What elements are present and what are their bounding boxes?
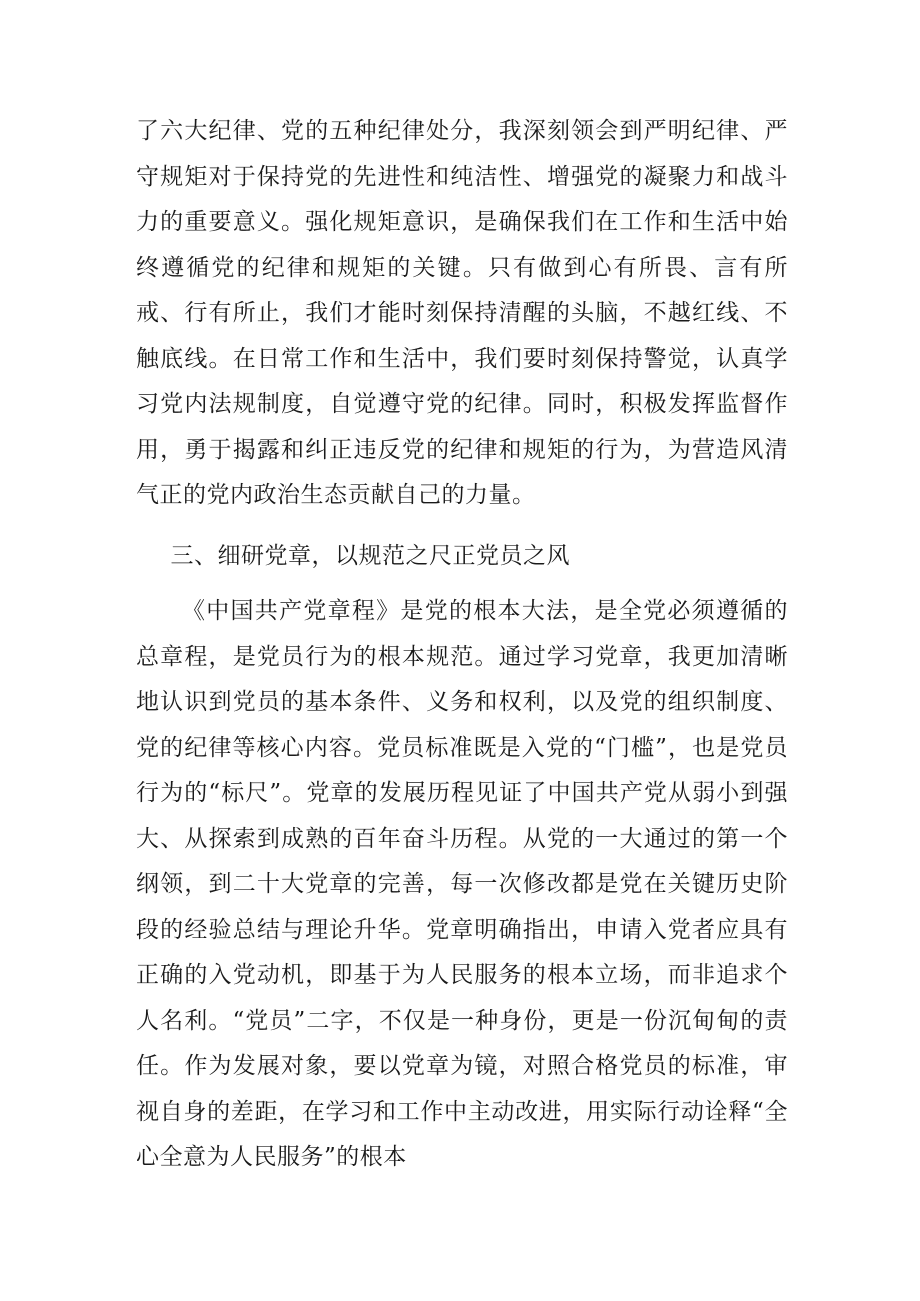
document-body bbox=[136, 109, 788, 1181]
body-paragraph-party-constitution: 《中国共产党章程》是党的根本大法，是全党必须遵循的总章程，是党员行为的根本规范。通过学习党章，我更加清晰地认识到党员的基本条件、义务和权利，以及党的组织制度、党的纪律等核心内容。党员标准既是入党的“门槛”，也是党员行为的“标尺”。党章的发展历程见证了中国共产党从弱小到强大、从探索到成熟的百年奋斗历程。从党的一大通过的第一个纲领，到二十大党章的完善，每一次修改都是党在关键历史阶段的经验总结与理论升华。党章明确指出，申请入党者应具有正确的入党动机，即基于为人民服务的根本立场，而非追求个人名利。“党员”二字，不仅是一种身份，更是一份沉甸甸的责任。作为发展对象，要以党章为镜，对照合格党员的标准，审视自身的差距，在学习和工作中主动改进，用实际行动诠释“全心全意为人民服务”的根本 bbox=[136, 598, 788, 1170]
body-paragraph-discipline: 了六大纪律、党的五种纪律处分，我深刻领会到严明纪律、严守规矩对于保持党的先进性和纯洁性、增强党的凝聚力和战斗力的重要意义。强化规矩意识，是确保我们在工作和生活中始终遵循党的纪律和规矩的关键。只有做到心有所畏、言有所戒、行有所止，我们才能时刻保持清醒的头脑，不越红线、不触底线。在日常工作和生活中，我们要时刻保持警觉，认真学习党内法规制度，自觉遵守党的纪律。同时，积极发挥监督作用，勇于揭露和纠正违反党的纪律和规矩的行为，为营造风清气正的党内政治生态贡献自己的力量。 bbox=[136, 118, 788, 508]
section-heading-3: 三、细研党章，以规范之尺正党员之风 bbox=[170, 542, 570, 569]
